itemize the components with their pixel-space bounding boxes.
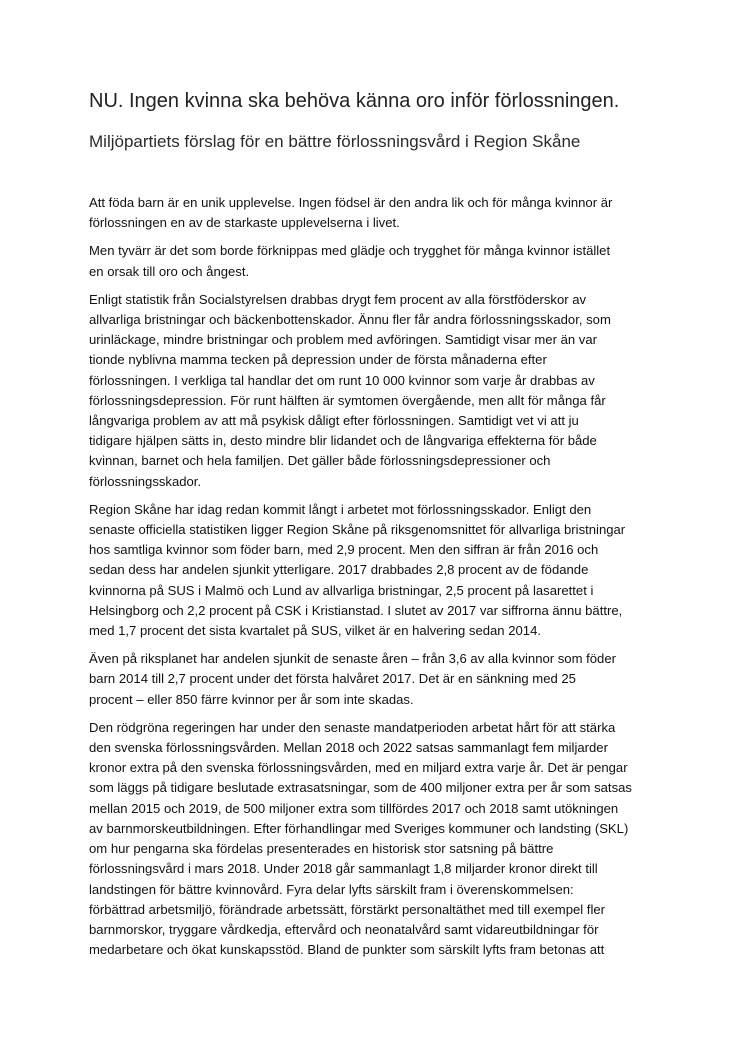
paragraph-line: förlossningen en av de starkaste upplevelserna i livet. <box>89 215 400 231</box>
paragraph-line: medarbetare och ökat kunskapsstöd. Bland de punkter som särskilt lyfts fram betonas att <box>89 942 605 958</box>
body-paragraph <box>89 500 661 641</box>
body-paragraph <box>89 718 661 960</box>
paragraph-line: förlossningen. I verkliga tal handlar det om runt 10 000 kvinnor som varje år drabbas av <box>89 372 595 388</box>
paragraph-line: Helsingborg och 2,2 procent på CSK i Kristianstad. I slutet av 2017 var siffrorna ännu bättre, <box>89 602 623 618</box>
document-body <box>89 193 661 968</box>
paragraph-line: kvinnorna på SUS i Malmö och Lund av allvarliga bristningar, 2,5 procent på lasarettet i <box>89 582 594 598</box>
paragraph-line: den svenska förlossningsvården. Mellan 2018 och 2022 satsas sammanlagt fem miljarder <box>89 740 608 756</box>
paragraph-line: sedan dess har andelen sjunkit ytterligare. 2017 drabbades 2,8 procent av de födande <box>89 562 589 578</box>
paragraph-line: kronor extra på den svenska förlossningsvården, med en miljard extra varje år. Det är pengar <box>89 760 628 776</box>
body-paragraph <box>89 290 661 492</box>
paragraph-line: Att föda barn är en unik upplevelse. Ingen födsel är den andra lik och för många kvinnor är <box>89 195 613 210</box>
document-subtitle: Miljöpartiets förslag för en bättre förlossningsvård i Region Skåne <box>89 132 581 151</box>
paragraph-line: långvariga problem av att må psykisk dåligt efter förlossningen. Samtidigt vet vi att ju <box>89 413 579 429</box>
paragraph-line: barn 2014 till 2,7 procent under det första halvåret 2017. Det är en sänkning med 25 <box>89 671 576 687</box>
paragraph-line: förlossningsvård i mars 2018. Under 2018 går sammanlagt 1,8 miljarder kronor direkt till <box>89 861 598 877</box>
paragraph-line: förlossningsskador. <box>89 473 202 489</box>
paragraph-line: om hur pengarna ska fördelas presenterades en historisk stor satsning på bättre <box>89 841 554 857</box>
paragraph-line: av barnmorskeutbildningen. Efter förhandlingar med Sveriges kommuner och landsting (SKL) <box>89 820 629 836</box>
paragraph-line: tionde nyblivna mamma tecken på depression under de första månaderna efter <box>89 352 547 368</box>
paragraph-line: senaste officiella statistiken ligger Region Skåne på riksgenomsnittet för allvarliga bristningar <box>89 522 626 538</box>
paragraph-line: med 1,7 procent det sista kvartalet på SUS, vilket är en halvering sedan 2014. <box>89 623 541 639</box>
paragraph-line: Enligt statistik från Socialstyrelsen drabbas drygt fem procent av alla förstföderskor av <box>89 291 587 307</box>
paragraph-line: urinläckage, mindre bristningar och problem med avföringen. Samtidigt visar mer än var <box>89 332 597 348</box>
paragraph-line: hos samtliga kvinnor som föder barn, med 2,9 procent. Men den siffran är från 2016 och <box>89 542 599 558</box>
paragraph-line: Även på riksplanet har andelen sjunkit de senaste åren – från 3,6 av alla kvinnor som föder <box>89 651 616 667</box>
body-paragraph <box>89 193 661 233</box>
document-title: NU. Ingen kvinna ska behöva känna oro inför förlossningen. <box>89 90 620 112</box>
paragraph-line: barnmorskor, tryggare vårdkedja, eftervård och neonatalvård samt vidareutbildningar för <box>89 921 599 937</box>
paragraph-line: som läggs på tidigare beslutade extrasatsningar, som de 400 miljoner extra per år som satsas <box>89 780 632 796</box>
paragraph-line: Den rödgröna regeringen har under den senaste mandatperioden arbetat hårt för att stärka <box>89 719 616 735</box>
body-paragraph <box>89 241 661 281</box>
paragraph-line: Men tyvärr är det som borde förknippas med glädje och trygghet för många kvinnor istället <box>89 243 611 259</box>
paragraph-line: allvarliga bristningar och bäckenbottenskador. Ännu fler får andra förlossningsskador, som <box>89 312 611 328</box>
paragraph-line: förlossningsdepression. För runt hälften är symtomen övergående, men allt för många får <box>89 392 606 408</box>
paragraph-line: landstingen för bättre kvinnovård. Fyra delar lyfts särskilt fram i överenskommelsen: <box>89 881 574 897</box>
paragraph-line: en orsak till oro och ångest. <box>89 263 250 279</box>
paragraph-line: procent – eller 850 färre kvinnor per år som inte skadas. <box>89 691 414 707</box>
paragraph-line: förbättrad arbetsmiljö, förändrade arbetssätt, förstärkt personaltäthet med till exempel fler <box>89 901 605 917</box>
paragraph-line: mellan 2015 och 2019, de 500 miljoner extra som tillfördes 2017 och 2018 samt utökningen <box>89 800 619 816</box>
paragraph-line: tidigare hjälpen sätts in, desto mindre blir lidandet och de långvariga effekterna för både <box>89 433 597 449</box>
paragraph-line: kvinnan, barnet och hela familjen. Det gäller både förlossningsdepressioner och <box>89 453 551 469</box>
body-paragraph <box>89 649 661 710</box>
paragraph-line: Region Skåne har idag redan kommit långt i arbetet mot förlossningsskador. Enligt den <box>89 501 592 517</box>
